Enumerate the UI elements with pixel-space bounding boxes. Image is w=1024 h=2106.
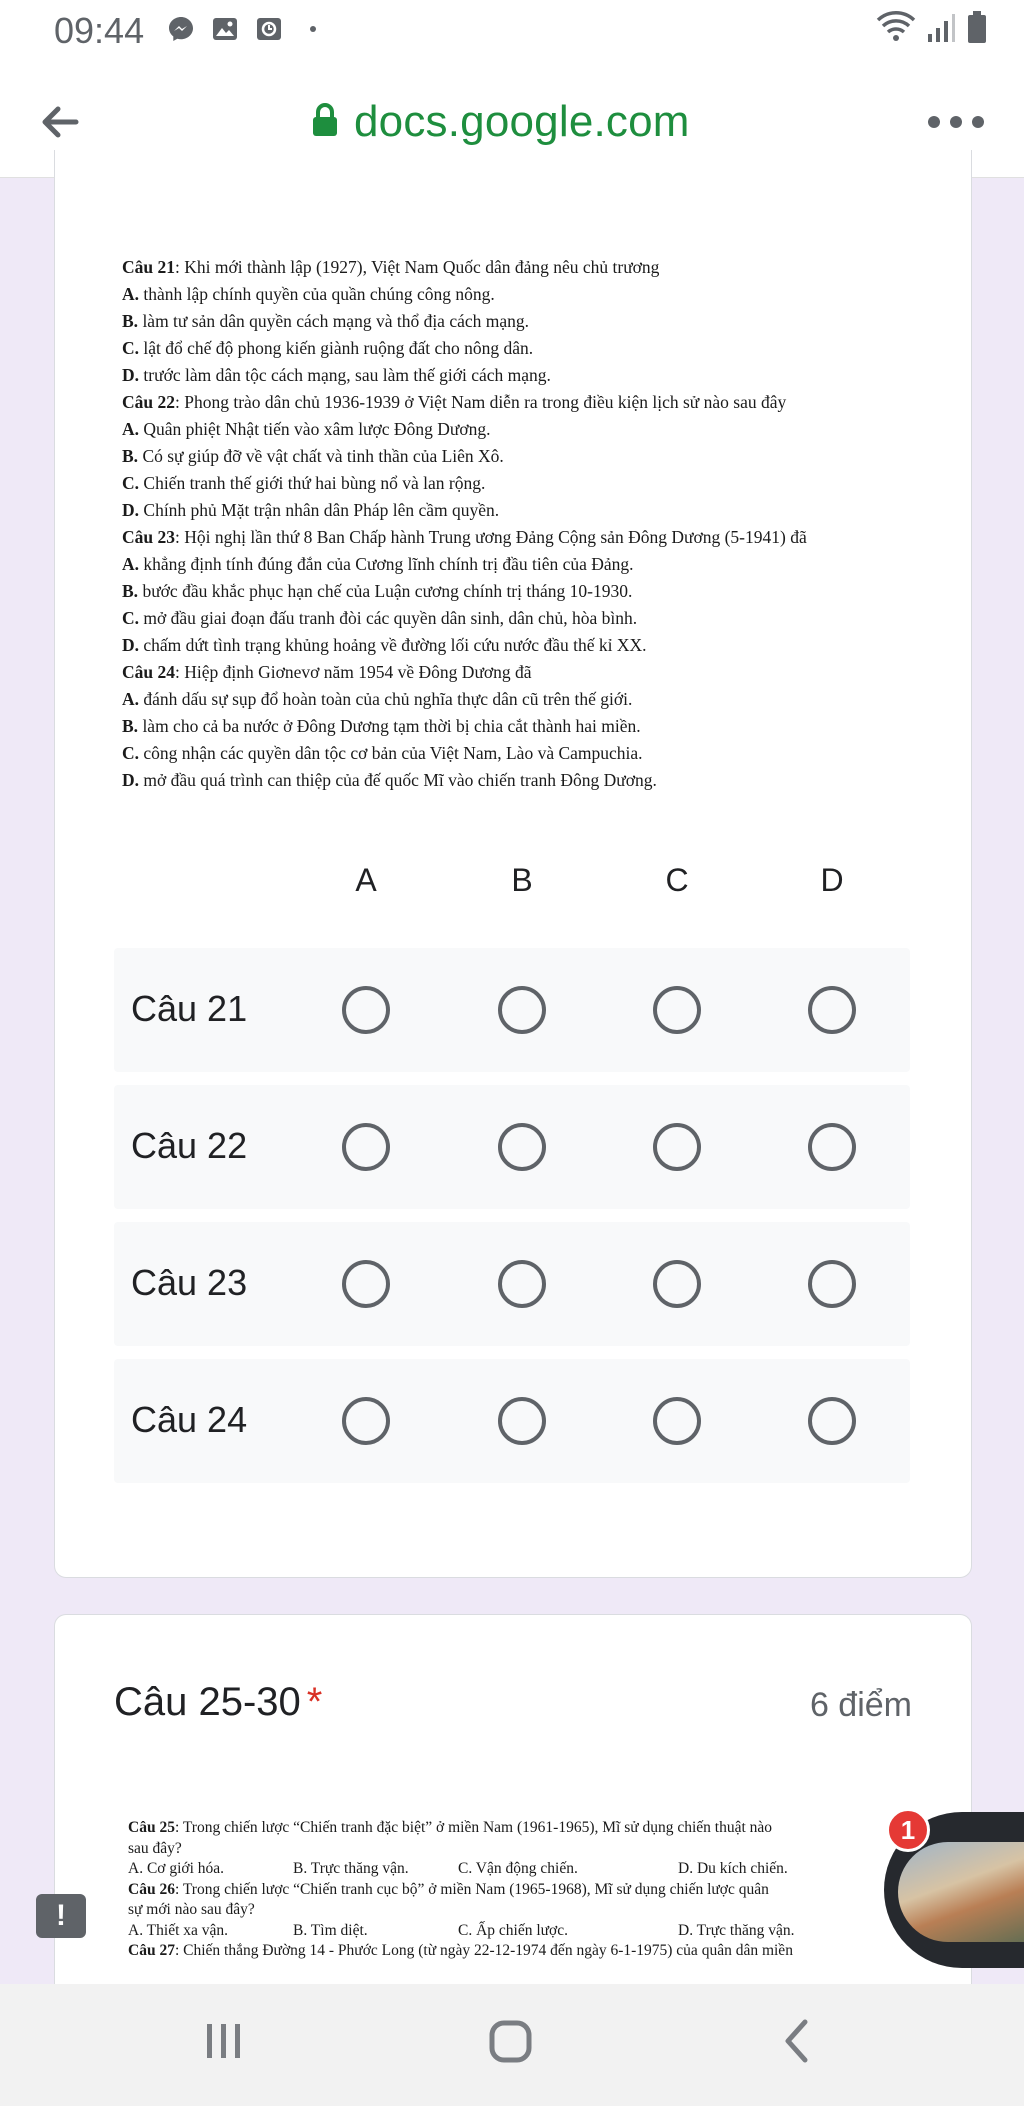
question-line [122,254,922,281]
dot-icon [298,14,328,44]
q25-options [128,1859,908,1880]
q25-option-a: A. Cơ giới hóa. [128,1860,225,1877]
question-line-label: Câu 23 [122,527,175,547]
q27-label: Câu 27 [128,1942,175,1959]
question-line-label: B. [122,716,139,736]
question-line-label: A. [122,554,140,574]
question-line-text: chấm dứt tình trạng khủng hoảng về đường lối cứu nước đầu thế kỉ XX. [139,635,647,655]
question-line [122,443,922,470]
grid-row-cau-21 [114,948,910,1072]
question-line-text: : Hội nghị lần thứ 8 Ban Chấp hành Trung ương Đảng Cộng sản Đông Dương (5-1941) đã [175,527,807,547]
chat-head-photo [898,1842,1024,1942]
square-app-icon [254,14,284,44]
question-line-text: bước đầu khắc phục hạn chế của Luận cương chính trị tháng 10-1930. [138,581,633,601]
question-line-label: C. [122,743,140,763]
col-header-a: A [355,862,377,898]
gallery-icon [210,14,240,44]
question-line [122,362,922,389]
nav-back-icon[interactable] [762,2012,832,2072]
radio-cau21-d[interactable] [808,986,856,1034]
question-line [122,389,922,416]
col-header-c: C [665,862,689,898]
q25-line [128,1818,908,1839]
section-title-text: Câu 25-30 [114,1680,301,1724]
question-line [122,713,922,740]
grid-column-headers [0,862,1024,906]
row-label: Câu 23 [131,1262,248,1303]
question-line [122,497,922,524]
row-label: Câu 21 [131,988,248,1029]
grid-row-cau-24 [114,1359,910,1483]
radio-cau24-d[interactable] [808,1397,856,1445]
q26-text: : Trong chiến lược “Chiến tranh cục bộ” ở miền Nam (1965-1968), Mĩ sử dụng chiến lược quân [174,1880,769,1898]
question-line-text: Chính phủ Mặt trận nhân dân Pháp lên cầm quyền. [139,500,500,520]
question-line [122,632,922,659]
points-label: 6 điểm [809,1686,912,1724]
q27-line [128,1941,908,1962]
question-line [122,605,922,632]
section-title [114,1680,322,1725]
q26-option-b: B. Tìm diệt. [293,1921,368,1939]
question-line-text: Quân phiệt Nhật tiến vào xâm lược Đông Dương. [139,419,491,439]
url-text: docs.google.com [354,97,690,146]
question-line-text: khẳng định tính đúng đắn của Cương lĩnh chính trị đầu tiên của Đảng. [139,554,634,574]
q26-line-cont: sự mới nào sau đây? [128,1901,255,1918]
grid-row-cau-23 [114,1222,910,1346]
android-nav-bar [0,1984,1024,2106]
q25-option-c: C. Vận động chiến. [458,1860,578,1877]
question-line [122,578,922,605]
question-line-label: D. [122,770,140,790]
home-icon[interactable] [476,2012,546,2072]
status-bar [0,0,1024,62]
question-line-text: lật đổ chế độ phong kiến giành ruộng đất cho nông dân. [139,338,534,358]
question-line [122,416,922,443]
q25-text: : Trong chiến lược “Chiến tranh đặc biệt” ở miền Nam (1961-1965), Mĩ sử dụng chiến thuật nào [174,1819,773,1836]
question-line-text: làm tư sản dân quyền cách mạng và thổ địa cách mạng. [138,311,530,331]
q26-option-c: C. Ấp chiến lược. [458,1921,569,1939]
q26-option-a: A. Thiết xa vận. [128,1921,229,1939]
col-header-d: D [820,862,844,898]
more-horiz-icon[interactable] [928,112,984,132]
question-image-21-24 [122,254,922,794]
question-line [122,470,922,497]
question-line-label: B. [122,311,139,331]
question-line-label: Câu 22 [122,392,175,412]
question-line-label: B. [122,581,139,601]
question-line-label: Câu 24 [122,662,175,682]
question-line-text: làm cho cả ba nước ở Đông Dương tạm thời bị chia cắt thành hai miền. [138,716,641,736]
signal-icon [926,10,956,49]
question-line-text: mở đầu giai đoạn đấu tranh đòi các quyền dân sinh, dân chủ, hòa bình. [139,608,638,628]
question-line [122,767,922,794]
radio-cau22-d[interactable] [808,1123,856,1171]
question-line-text: thành lập chính quyền của quần chúng công nông. [139,284,495,304]
row-label: Câu 22 [131,1125,248,1166]
question-line-text: Chiến tranh thế giới thứ hai bùng nổ và lan rộng. [139,473,486,493]
radio-cau23-d[interactable] [808,1260,856,1308]
question-line-text: : Hiệp định Giơnevơ năm 1954 về Đông Dương đã [175,662,532,682]
grid-row-cau-22 [114,1085,910,1209]
radio-cau21-b[interactable] [498,986,546,1034]
question-line [122,308,922,335]
radio-cau23-c[interactable] [653,1260,701,1308]
status-system-icons [876,12,988,46]
q25-option-b: B. Trực thăng vận. [293,1860,409,1877]
row-label: Câu 24 [131,1399,248,1440]
radio-cau22-b[interactable] [498,1123,546,1171]
question-line [122,524,922,551]
q26-line [128,1880,908,1901]
question-line-text: Có sự giúp đỡ về vật chất và tinh thần của Liên Xô. [138,446,504,466]
radio-cau24-c[interactable] [653,1397,701,1445]
battery-icon [966,10,988,49]
radio-cau21-a[interactable] [342,986,390,1034]
col-header-b: B [511,862,533,898]
q25-option-d: D. Du kích chiến. [678,1860,788,1877]
question-line-label: C. [122,608,140,628]
question-line [122,551,922,578]
address-bar[interactable] [310,96,690,148]
radio-cau24-a[interactable] [342,1397,390,1445]
question-line-text: đánh dấu sự sụp đổ hoàn toàn của chủ nghĩa thực dân cũ trên thế giới. [139,689,633,709]
report-button[interactable]: ! [36,1894,86,1938]
question-line-label: D. [122,635,140,655]
lock-icon [310,102,340,143]
question-line-label: C. [122,338,140,358]
question-line-text: trước làm dân tộc cách mạng, sau làm thế giới cách mạng. [139,365,551,385]
radio-cau23-b[interactable] [498,1260,546,1308]
back-arrow-icon[interactable] [36,98,84,146]
question-line-label: A. [122,419,140,439]
question-line-label: B. [122,446,139,466]
q27-text: : Chiến thắng Đường 14 - Phước Long (từ ngày 22-12-1974 đến ngày 6-1-1975) của quân dân miền [174,1942,793,1959]
question-line [122,659,922,686]
question-line-label: C. [122,473,140,493]
required-mark: * [306,1680,323,1724]
status-notification-icons [166,14,328,44]
radio-cau23-a[interactable] [342,1260,390,1308]
question-line [122,335,922,362]
question-line [122,281,922,308]
question-line [122,686,922,713]
question-image-25-30 [128,1818,908,1962]
question-line-label: A. [122,284,140,304]
wifi-icon [876,10,916,49]
radio-cau24-b[interactable] [498,1397,546,1445]
radio-cau22-c[interactable] [653,1123,701,1171]
status-time: 09:44 [54,10,145,51]
q25-line-cont: sau đây? [128,1839,182,1857]
radio-cau21-c[interactable] [653,986,701,1034]
question-line [122,740,922,767]
question-line-label: D. [122,500,140,520]
messenger-icon [166,14,196,44]
radio-cau22-a[interactable] [342,1123,390,1171]
question-line-label: A. [122,689,140,709]
question-line-label: D. [122,365,140,385]
question-line-text: công nhận các quyền dân tộc cơ bản của Việt Nam, Lào và Campuchia. [139,743,643,763]
question-line-text: : Khi mới thành lập (1927), Việt Nam Quốc dân đảng nêu chủ trương [175,257,660,277]
question-line-label: Câu 21 [122,257,175,277]
q26-label: Câu 26 [128,1880,175,1898]
q26-options [128,1921,908,1942]
question-line-text: : Phong trào dân chủ 1936-1939 ở Việt Nam diễn ra trong điều kiện lịch sử nào sau đây [175,392,787,412]
chat-head-badge: 1 [886,1808,930,1852]
question-line-text: mở đầu quá trình can thiệp của đế quốc Mĩ vào chiến tranh Đông Dương. [139,770,657,790]
q26-option-d: D. Trực thăng vận. [678,1921,795,1939]
q25-label: Câu 25 [128,1819,175,1836]
recents-icon[interactable] [188,2012,258,2072]
